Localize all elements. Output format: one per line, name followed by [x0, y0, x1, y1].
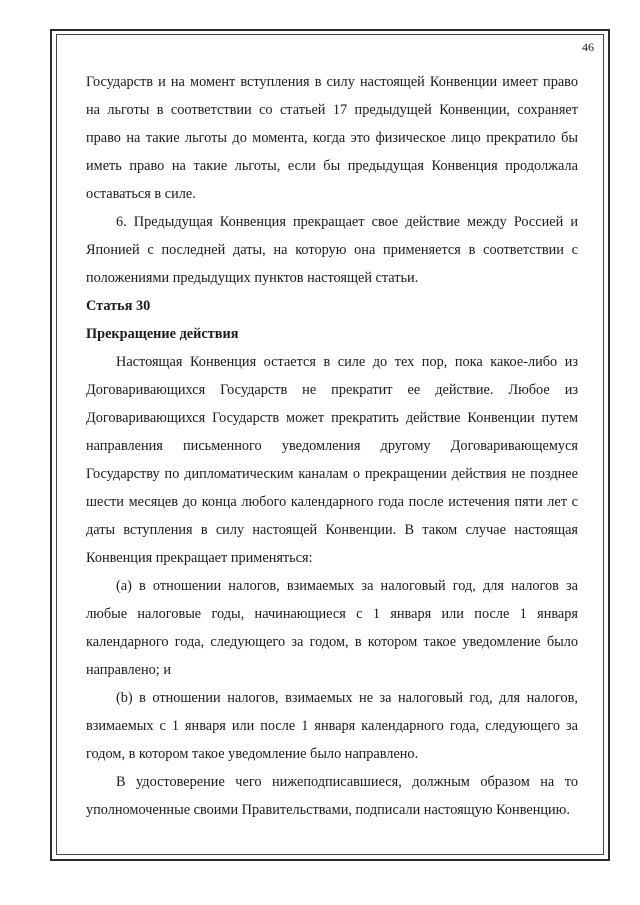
- article-number: Статья 30: [86, 298, 151, 314]
- paragraph-item-b: (b) в отношении налогов, взимаемых не за налоговый год, для налогов, взимаемых с 1 января или после 1 января календарного года, следующего за годом, в котором такое уведомление было направлено.: [86, 690, 578, 762]
- paragraph-continuation: Государств и на момент вступления в силу настоящей Конвенции имеет право на льготы в соответствии со статьей 17 предыдущей Конвенции, сохраняет право на такие льготы до момента, когда это физическое лицо прекратило бы иметь право на такие льготы, если бы предыдущая Конвенция продолжала оставаться в силе.: [86, 74, 578, 202]
- article-title: Прекращение действия: [86, 326, 239, 342]
- paragraph-signature-clause: В удостоверение чего нижеподписавшиеся, должным образом на то уполномоченные своими Правительствами, подписали настоящую Конвенцию.: [86, 774, 578, 818]
- paragraph-item-6: 6. Предыдущая Конвенция прекращает свое действие между Россией и Японией с последней даты, на которую она применяется в соответствии с положениями предыдущих пунктов настоящей статьи.: [86, 214, 578, 286]
- page-number: 46: [582, 40, 594, 54]
- document-body: [86, 68, 578, 824]
- paragraph-termination: Настоящая Конвенция остается в силе до тех пор, пока какое-либо из Договаривающихся Государств не прекратит ее действие. Любое из Договаривающихся Государств может прекратить действие Конвенции путем направления письменного уведомления другому Договаривающемуся Государству по дипломатическим каналам о прекращении действия не позднее шести месяцев до конца любого календарного года после истечения пяти лет с даты вступления в силу настоящей Конвенции. В таком случае настоящая Конвенция прекращает применяться:: [86, 354, 578, 566]
- paragraph-item-a: (a) в отношении налогов, взимаемых за налоговый год, для налогов за любые налоговые годы, начинающиеся с 1 января или после 1 января календарного года, следующего за годом, в котором такое уведомление было направлено; и: [86, 578, 578, 678]
